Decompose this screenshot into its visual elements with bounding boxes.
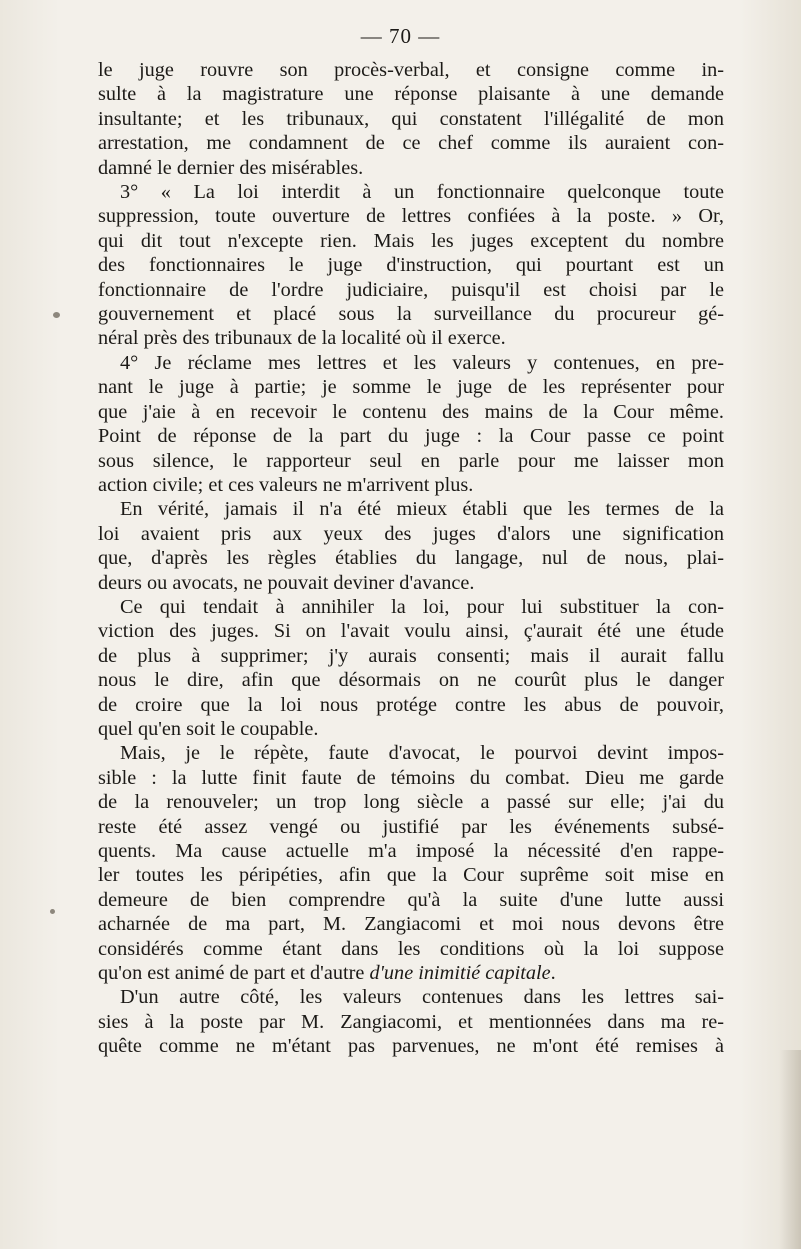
text-line: suppression, toute ouverture de lettres confiées à la poste. » Or, [98, 205, 724, 228]
text-line: action civile; et ces valeurs ne m'arrivent plus. [98, 473, 474, 496]
text-line: arrestation, me condamnent de ce chef comme ils auraient con- [98, 132, 724, 155]
body-text [98, 58, 724, 1059]
text-line: reste été assez vengé ou justifié par les événements subsé- [98, 815, 724, 838]
text-line: considérés comme étant dans les conditions où la loi suppose [98, 937, 724, 960]
text-line [98, 961, 724, 985]
text-line: que j'aie à en recevoir le contenu des mains de la Cour même. [98, 400, 724, 423]
text-line: 3° « La loi interdit à un fonctionnaire quelconque toute [120, 181, 724, 204]
text-line: ler toutes les péripéties, afin que la Cour suprême soit mise en [98, 864, 724, 887]
text-line: viction des juges. Si on l'avait voulu ainsi, ç'aurait été une étude [98, 620, 724, 643]
text-line: loi avaient pris aux yeux des juges d'alors une signification [98, 522, 724, 545]
text-line: 4° Je réclame mes lettres et les valeurs y contenues, en pre- [120, 351, 724, 374]
text-line: que, d'après les règles établies du langage, nul de nous, plai- [98, 547, 724, 570]
text-line: acharnée de ma part, M. Zangiacomi et moi nous devons être [98, 913, 724, 936]
text-line: demeure de bien comprendre qu'à la suite d'une lutte aussi [98, 888, 724, 911]
text-line: sulte à la magistrature une réponse plaisante à une demande [98, 83, 724, 106]
page-number: — 70 — [360, 24, 441, 48]
italic-phrase: d'une inimitié capitale [369, 962, 551, 985]
text-line: quel qu'en soit le coupable. [98, 717, 319, 740]
text-line: nous le dire, afin que désormais on ne courût plus le danger [98, 669, 724, 692]
text-line: sous silence, le rapporteur seul en parle pour me laisser mon [98, 449, 724, 472]
text-line: Mais, je le répète, faute d'avocat, le pourvoi devint impos- [120, 742, 724, 765]
text-line: de la renouveler; un trop long siècle a passé sur elle; j'ai du [98, 791, 724, 814]
text-line: insultante; et les tribunaux, qui constatent l'illégalité de mon [98, 107, 724, 130]
text-line: Ce qui tendait à annihiler la loi, pour lui substituer la con- [120, 595, 724, 618]
margin-spot [53, 312, 60, 318]
text-line: deurs ou avocats, ne pouvait deviner d'avance. [98, 571, 475, 594]
text-line: nant le juge à partie; je somme le juge de les représenter pour [98, 376, 724, 399]
margin-spot [50, 909, 55, 914]
text-line: de plus à supprimer; j'y aurais consenti; mais il aurait fallu [98, 644, 724, 667]
text-line: qui dit tout n'excepte rien. Mais les juges exceptent du nombre [98, 229, 724, 252]
text-line: quents. Ma cause actuelle m'a imposé la nécessité d'en rappe- [98, 840, 724, 862]
text-line: damné le dernier des misérables. [98, 156, 364, 179]
text-line: des fonctionnaires le juge d'instruction, qui pourtant est un [98, 254, 724, 277]
text-fragment: qu'on est animé de part et d'autre [98, 962, 370, 985]
text-line: sible : la lutte finit faute de témoins du combat. Dieu me garde [98, 766, 724, 789]
text-line: Point de réponse de la part du juge : la Cour passe ce point [98, 425, 724, 448]
text-fragment: . [550, 962, 556, 985]
text-line: le juge rouvre son procès-verbal, et consigne comme in- [98, 59, 724, 81]
text-line: quête comme ne m'étant pas parvenues, ne m'ont été remises à [98, 1035, 724, 1058]
page-edge-shadow [779, 1050, 801, 1249]
text-line: D'un autre côté, les valeurs contenues dans les lettres sai- [120, 986, 724, 1009]
text-line: sies à la poste par M. Zangiacomi, et mentionnées dans ma re- [98, 1010, 724, 1033]
text-line: gouvernement et placé sous la surveillance du procureur gé- [98, 303, 724, 326]
text-line: En vérité, jamais il n'a été mieux établi que les termes de la [120, 498, 724, 521]
text-line: de croire que la loi nous protége contre les abus de pouvoir, [98, 693, 724, 716]
text-line: fonctionnaire de l'ordre judiciaire, puisqu'il est choisi par le [98, 278, 724, 301]
text-line: néral près des tribunaux de la localité où il exerce. [98, 327, 506, 350]
